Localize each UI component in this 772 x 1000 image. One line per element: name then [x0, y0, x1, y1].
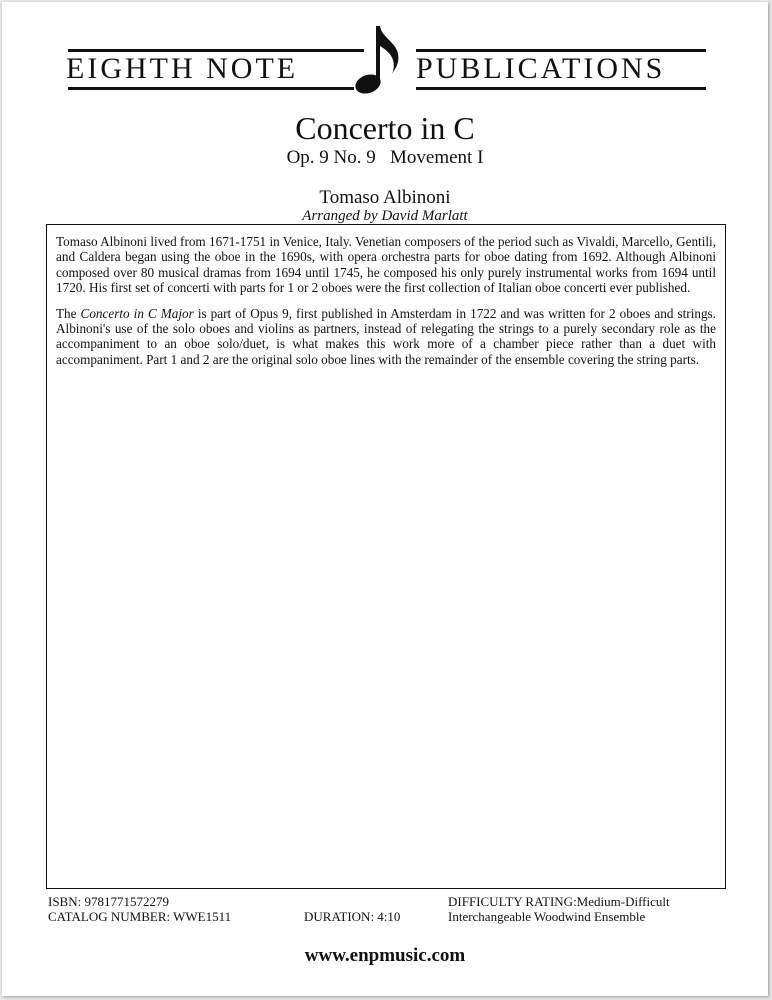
website-link[interactable]: www.enpmusic.com — [304, 945, 466, 966]
header-rule-left-bottom — [68, 87, 354, 90]
difficulty-rating-text: DIFFICULTY RATING:Medium-Difficult — [448, 894, 670, 909]
header-rule-right-bottom — [416, 87, 706, 90]
piece-title: Concerto in C — [295, 110, 475, 146]
program-notes-box — [46, 224, 726, 889]
notes-paragraph-2 — [56, 306, 716, 368]
piece-subtitle: Op. 9 No. 9 Movement I — [286, 147, 484, 168]
publisher-name-left: EIGHTH NOTE — [66, 52, 299, 85]
cover-page — [2, 2, 768, 996]
catalog-number-text: CATALOG NUMBER: WWE1511 — [48, 909, 232, 924]
notes-paragraph-2-work-title: Concerto in C Major — [80, 305, 194, 321]
notes-paragraph-2-body: is part of Opus 9, first published in Amsterdam in 1722 and was written for 2 oboes and strings. Albinoni's use of the solo oboes and violins as partners, instead of relegating the strings to a purely secondary role as the accompaniment to an oboe solo/duet, is what makes this work more of a chamber piece rather than a duet with accompaniment. Part 1 and 2 are the original solo oboe lines with the remainder of the ensemble covering the string parts. — [56, 305, 716, 367]
isbn-text: ISBN: 9781771572279 — [48, 894, 169, 909]
notes-paragraph-1: Tomaso Albinoni lived from 1671-1751 in Venice, Italy. Venetian composers of the period such as Vivaldi, Marcello, Gentili, and Caldera began using the oboe in the 1690s, with opera orchestra parts for oboe dating from 1692. Although Albinoni composed over 80 musical dramas from 1694 until 1745, he composed his only purely instrumental works from 1694 until 1720. His first set of concerti with parts for 1 or 2 oboes were the first collection of Italian oboe concerti ever published. — [56, 234, 716, 296]
eighth-note-icon — [348, 22, 408, 94]
publisher-name-right: PUBLICATIONS — [416, 52, 666, 85]
composer-name: Tomaso Albinoni — [319, 187, 451, 208]
duration-text: DURATION: 4:10 — [304, 909, 401, 924]
ensemble-text: Interchangeable Woodwind Ensemble — [448, 909, 646, 924]
arranger-credit: Arranged by David Marlatt — [302, 208, 468, 224]
notes-paragraph-2-prefix: The — [56, 305, 81, 321]
